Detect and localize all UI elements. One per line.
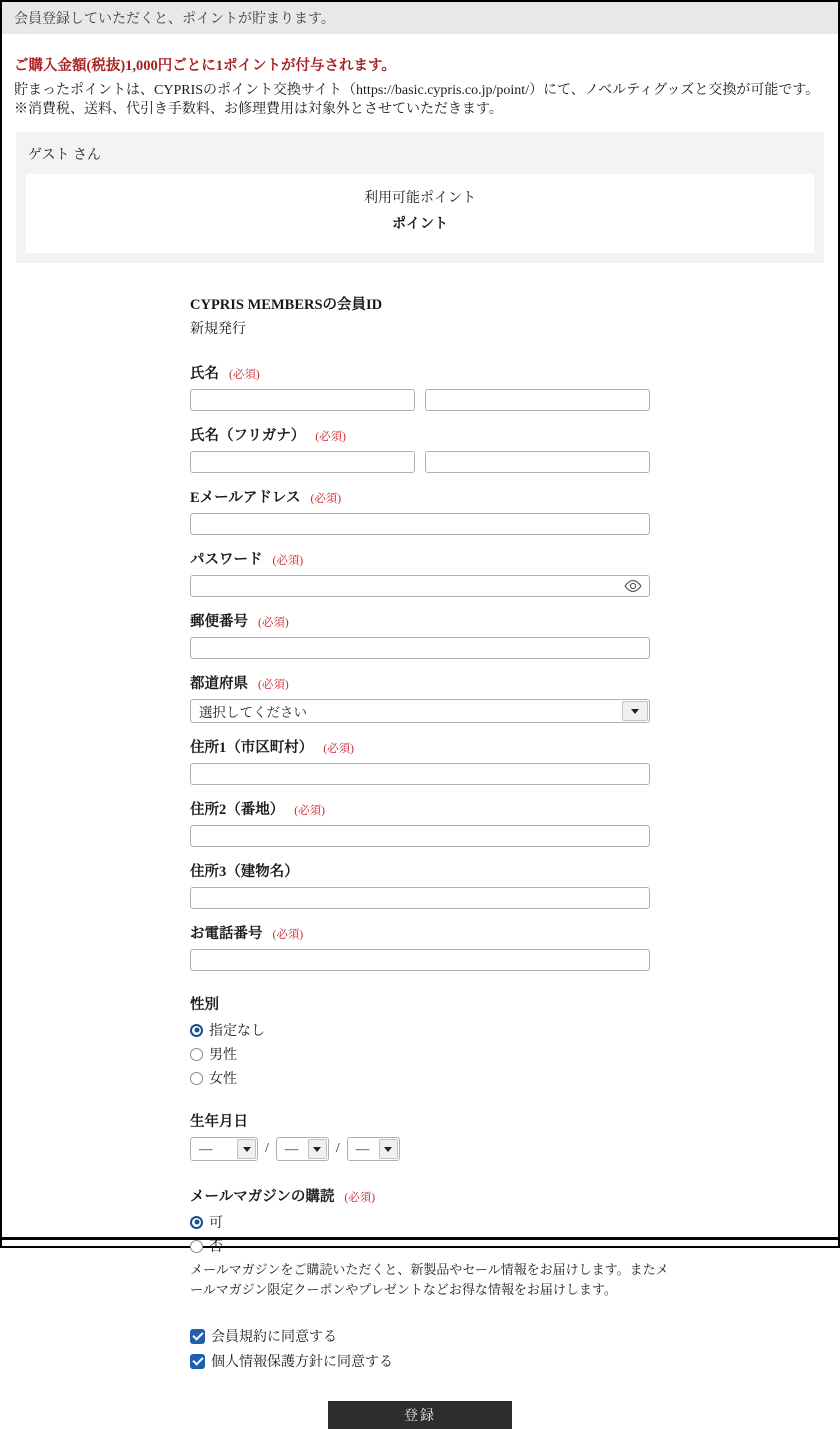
address2-input[interactable] [190, 825, 650, 847]
gender-option-female[interactable] [190, 1068, 650, 1088]
terms-agreement-label: 会員規約に同意する [211, 1330, 337, 1345]
prefecture-select[interactable] [190, 699, 650, 723]
address2-label: 住所2（番地） [190, 802, 285, 818]
mailmag-option-yes[interactable] [190, 1212, 650, 1232]
date-separator: / [265, 1141, 269, 1156]
radio-checked-icon[interactable] [190, 1216, 203, 1229]
chevron-down-icon [313, 1147, 321, 1152]
mailmag-description: メールマガジンをご購読いただくと、新製品やセール情報をお届けします。またメールマガジン限定クーポンやプレゼントなどお得な情報をお届けします。 [190, 1262, 669, 1297]
email-input[interactable] [190, 513, 650, 535]
gender-option-unspecified[interactable] [190, 1020, 650, 1040]
registration-form [190, 293, 669, 1429]
birthdate-group [190, 1110, 650, 1161]
chevron-down-icon [631, 709, 639, 714]
radio-unchecked-icon[interactable] [190, 1048, 203, 1061]
checkbox-checked-icon[interactable] [190, 1354, 205, 1369]
privacy-agreement-checkbox-row[interactable] [190, 1351, 650, 1371]
birthdate-label: 生年月日 [190, 1114, 248, 1130]
register-button[interactable]: 登録 [328, 1401, 512, 1429]
birth-month-value: — [284, 1141, 299, 1156]
radio-checked-icon[interactable] [190, 1024, 203, 1037]
address1-label: 住所1（市区町村） [190, 740, 314, 756]
kana-label: 氏名（フリガナ） [190, 428, 306, 444]
phone-label: お電話番号 [190, 926, 263, 942]
prefecture-selected-value: 選択してください [199, 705, 307, 720]
email-label: Eメールアドレス [190, 490, 301, 506]
postal-required-tag: (必須) [258, 617, 289, 629]
gender-option-label: 男性 [209, 1048, 237, 1063]
date-separator: / [335, 1141, 340, 1156]
email-group [190, 486, 650, 535]
member-id-value: 新規発行 [190, 322, 246, 337]
name-group [190, 362, 650, 411]
name-label: 氏名 [190, 366, 219, 382]
birth-year-dropdown-button[interactable] [237, 1139, 256, 1159]
terms-agreement-checkbox-row[interactable] [190, 1326, 650, 1346]
prefecture-dropdown-button[interactable] [622, 701, 648, 721]
mailmag-option-label: 可 [209, 1216, 223, 1231]
prefecture-label: 都道府県 [190, 676, 248, 692]
password-input[interactable] [190, 575, 650, 597]
mailmag-label: メールマガジンの購読 [190, 1189, 335, 1205]
birth-year-select[interactable] [190, 1137, 258, 1161]
birth-day-select[interactable] [347, 1137, 400, 1161]
last-name-input[interactable] [190, 389, 415, 411]
chevron-down-icon [384, 1147, 392, 1152]
privacy-agreement-label: 個人情報保護方針に同意する [211, 1355, 393, 1370]
gender-group [190, 993, 650, 1088]
notice-bar [2, 2, 838, 34]
last-name-kana-input[interactable] [190, 451, 415, 473]
radio-unchecked-icon[interactable] [190, 1240, 203, 1253]
birth-day-dropdown-button[interactable] [379, 1139, 398, 1159]
password-required-tag: (必須) [272, 555, 304, 567]
birth-year-value: — [199, 1141, 213, 1156]
address2-group [190, 798, 650, 847]
postal-label: 郵便番号 [190, 614, 248, 630]
mailmag-group [190, 1185, 669, 1300]
postal-group [190, 610, 650, 659]
first-name-input[interactable] [425, 389, 650, 411]
email-required-tag: (必須) [310, 493, 342, 505]
password-group [190, 548, 650, 597]
chevron-down-icon [243, 1147, 251, 1152]
password-label: パスワード [190, 552, 263, 568]
points-info [2, 34, 838, 119]
notice-text: 会員登録していただくと、ポイントが貯まります。 [14, 12, 335, 27]
address1-required-tag: (必須) [323, 743, 354, 755]
name-required-tag: (必須) [229, 369, 260, 381]
prefecture-required-tag: (必須) [258, 679, 289, 691]
phone-input[interactable] [190, 949, 650, 971]
first-name-kana-input[interactable] [425, 451, 650, 473]
prefecture-group [190, 672, 650, 723]
guest-panel [16, 132, 824, 263]
address3-group [190, 860, 650, 909]
phone-group [190, 922, 650, 971]
kana-group [190, 424, 650, 473]
radio-unchecked-icon[interactable] [190, 1072, 203, 1085]
address3-label: 住所3（建物名） [190, 864, 299, 880]
points-box [26, 174, 814, 253]
address3-input[interactable] [190, 887, 650, 909]
gender-option-label: 指定なし [209, 1024, 265, 1039]
footer-divider [2, 1237, 838, 1240]
address1-group [190, 736, 650, 785]
birth-day-value: — [355, 1141, 370, 1156]
available-points-label: 利用可能ポイント [364, 191, 476, 206]
guest-name: ゲスト さん [28, 148, 101, 163]
points-label: ポイント [392, 217, 448, 232]
show-password-eye-icon[interactable] [623, 579, 643, 593]
agreements-group [190, 1326, 650, 1371]
gender-option-label: 女性 [209, 1072, 237, 1087]
points-exchange-text: 貯まったポイントは、CYPRISのポイント交換サイト（https://basic.cypris.co.jp/point/）にて、ノベルティグッズと交換が可能です。 [14, 83, 820, 98]
gender-label: 性別 [190, 997, 219, 1013]
kana-required-tag: (必須) [315, 431, 346, 443]
gender-option-male[interactable] [190, 1044, 650, 1064]
checkbox-checked-icon[interactable] [190, 1329, 205, 1344]
mailmag-option-label: 否 [209, 1240, 223, 1255]
birth-month-dropdown-button[interactable] [308, 1139, 327, 1159]
address2-required-tag: (必須) [294, 805, 325, 817]
address1-input[interactable] [190, 763, 650, 785]
member-id-label: CYPRIS MEMBERSの会員ID [190, 297, 383, 313]
mailmag-required-tag: (必須) [344, 1192, 376, 1204]
postal-code-input[interactable] [190, 637, 650, 659]
points-headline: ご購入金額(税抜)1,000円ごとに1ポイントが付与されます。 [14, 58, 396, 74]
birth-month-select[interactable] [276, 1137, 329, 1161]
phone-required-tag: (必須) [272, 929, 304, 941]
points-exclusion-text: ※消費税、送料、代引き手数料、お修理費用は対象外とさせていただきます。 [14, 102, 503, 117]
